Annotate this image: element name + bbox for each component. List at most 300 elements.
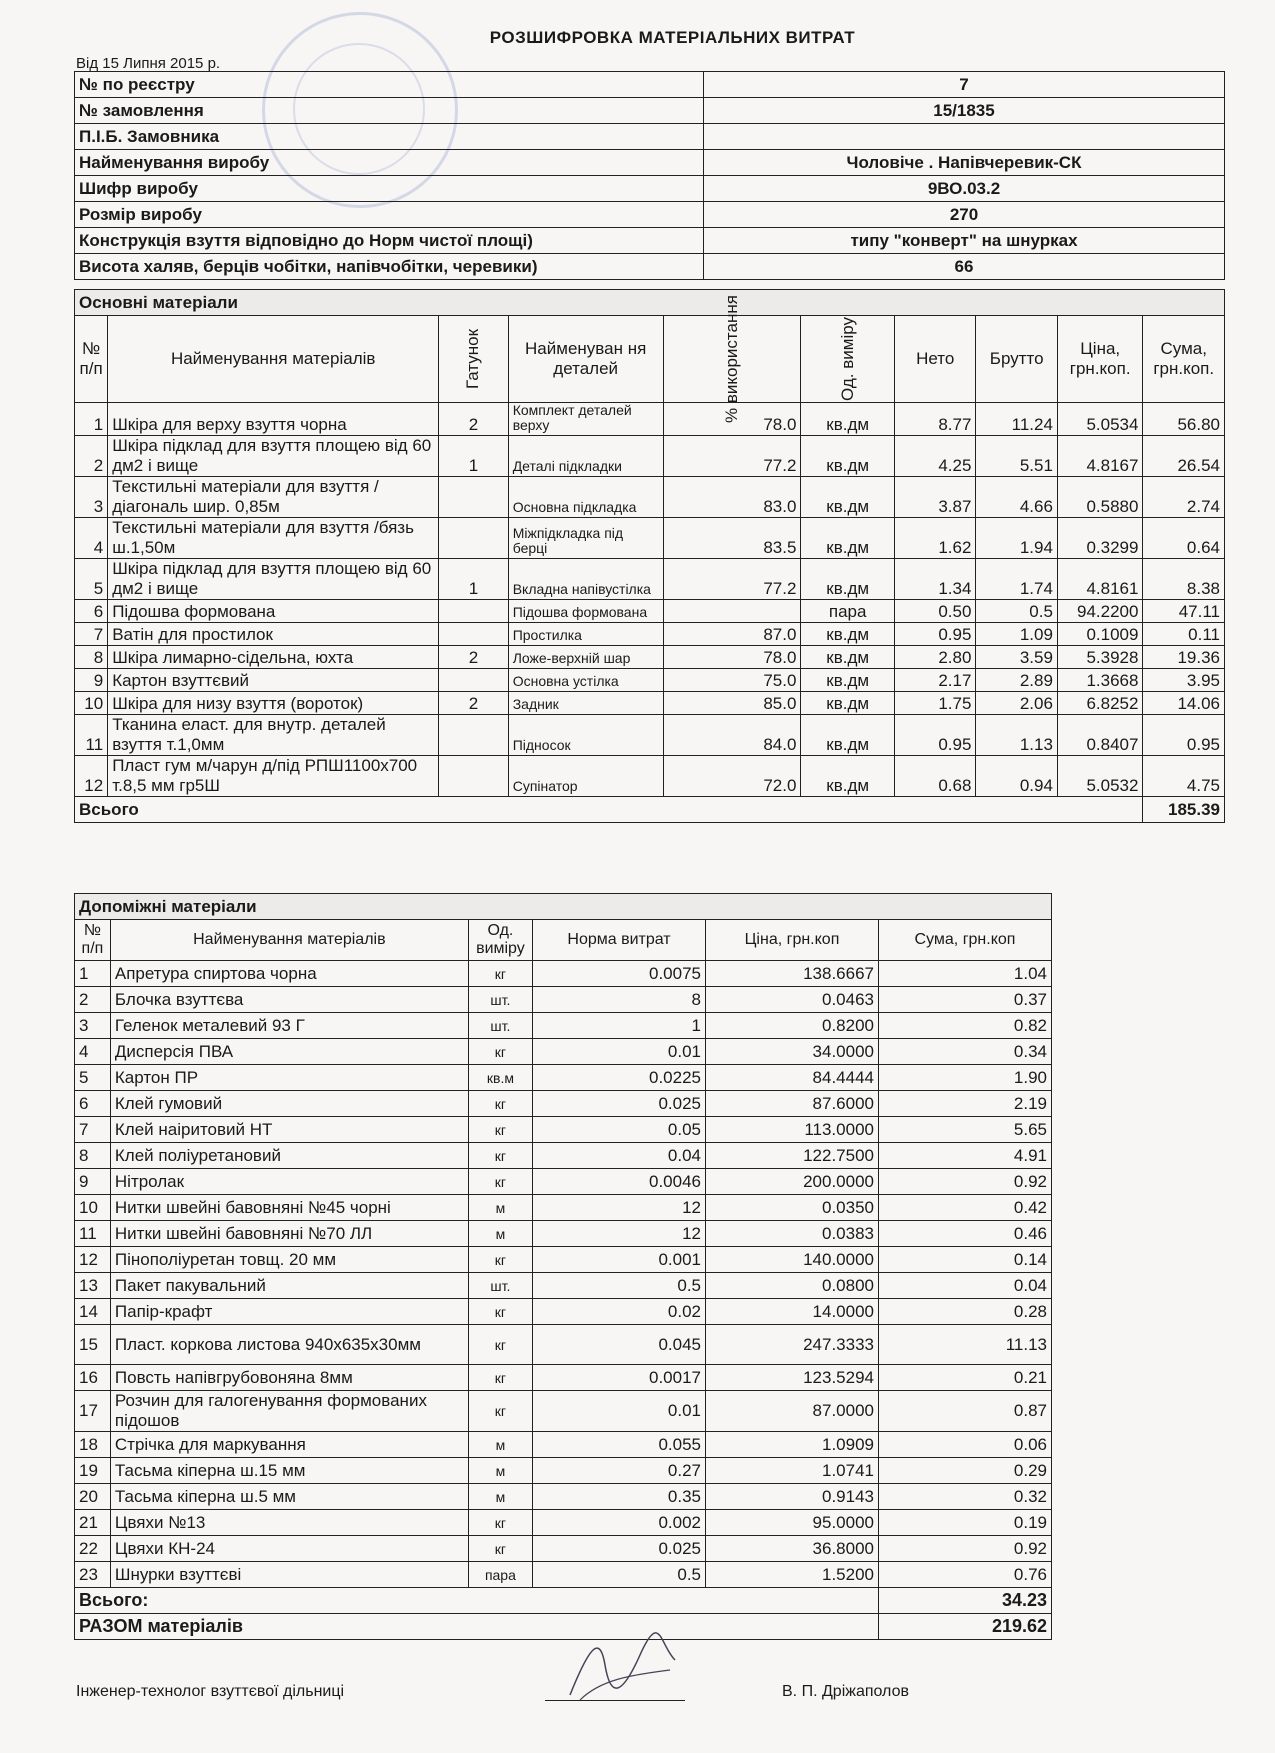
info-value: 15/1835 (704, 98, 1225, 124)
norm: 0.055 (533, 1432, 706, 1458)
table-row (75, 1117, 1052, 1143)
usage-percent: 77.2 (663, 559, 801, 600)
price: 1.0909 (706, 1432, 879, 1458)
row-number: 6 (75, 1091, 111, 1117)
table-row (75, 961, 1052, 987)
unit: кв.м (468, 1065, 532, 1091)
price: 0.3299 (1057, 518, 1143, 559)
col-no: № п/п (75, 920, 111, 961)
usage-percent: 84.0 (663, 715, 801, 756)
norm: 0.02 (533, 1299, 706, 1325)
price: 87.0000 (706, 1391, 879, 1432)
row-number: 12 (75, 756, 108, 797)
total-value: 34.23 (878, 1588, 1051, 1614)
price: 87.6000 (706, 1091, 879, 1117)
material-name: Тасьма кіперна ш.5 мм (110, 1484, 468, 1510)
info-row (75, 254, 1225, 280)
row-number: 8 (75, 1143, 111, 1169)
sum: 0.21 (878, 1365, 1051, 1391)
unit: кв.дм (801, 669, 895, 692)
table-row (75, 477, 1225, 518)
price: 0.9143 (706, 1484, 879, 1510)
sum: 0.92 (878, 1536, 1051, 1562)
sum: 14.06 (1143, 692, 1225, 715)
unit: кв.дм (801, 715, 895, 756)
unit: кв.дм (801, 559, 895, 600)
row-number: 3 (75, 1013, 111, 1039)
price: 0.5880 (1057, 477, 1143, 518)
col-price: Ціна, грн.коп (706, 920, 879, 961)
unit: м (468, 1221, 532, 1247)
unit: кв.дм (801, 436, 895, 477)
detail-name: Підошва формована (508, 600, 663, 623)
grade (439, 715, 509, 756)
net: 2.17 (894, 669, 975, 692)
gross: 1.09 (976, 623, 1057, 646)
row-number: 7 (75, 1117, 111, 1143)
material-name: Папір-крафт (110, 1299, 468, 1325)
sum: 8.38 (1143, 559, 1225, 600)
material-name: Тканина еласт. для внутр. деталей взуття т.1,0мм (108, 715, 439, 756)
unit: м (468, 1195, 532, 1221)
norm: 0.01 (533, 1391, 706, 1432)
material-name: Апретура спиртова чорна (110, 961, 468, 987)
price: 0.0800 (706, 1273, 879, 1299)
row-number: 22 (75, 1536, 111, 1562)
sum: 3.95 (1143, 669, 1225, 692)
row-number: 1 (75, 961, 111, 987)
unit: кв.дм (801, 518, 895, 559)
norm: 1 (533, 1013, 706, 1039)
section-row (75, 894, 1052, 920)
sum: 26.54 (1143, 436, 1225, 477)
unit: кг (468, 1536, 532, 1562)
price: 0.0350 (706, 1195, 879, 1221)
table-row (75, 1273, 1052, 1299)
norm: 0.025 (533, 1091, 706, 1117)
material-name: Шкіра підклад для взуття площею від 60 дм2 і вище (108, 559, 439, 600)
detail-name: Вкладна напівустілка (508, 559, 663, 600)
grade (439, 477, 509, 518)
row-number: 15 (75, 1325, 111, 1365)
usage-percent: 87.0 (663, 623, 801, 646)
table-row (75, 436, 1225, 477)
usage-percent: 78.0 (663, 646, 801, 669)
sum: 4.91 (878, 1143, 1051, 1169)
table-row (75, 1091, 1052, 1117)
norm: 0.5 (533, 1562, 706, 1588)
detail-name: Деталі підкладки (508, 436, 663, 477)
usage-percent: 83.5 (663, 518, 801, 559)
usage-percent (663, 600, 801, 623)
total-label: Всього (75, 797, 1143, 823)
table-row (75, 1221, 1052, 1247)
info-row (75, 124, 1225, 150)
row-number: 4 (75, 518, 108, 559)
net: 1.75 (894, 692, 975, 715)
grade (439, 756, 509, 797)
net: 2.80 (894, 646, 975, 669)
material-name: Нитки швейні бавовняні №70 ЛЛ (110, 1221, 468, 1247)
unit: кв.дм (801, 477, 895, 518)
price: 5.3928 (1057, 646, 1143, 669)
material-name: Шкіра підклад для взуття площею від 60 дм2 і вище (108, 436, 439, 477)
usage-percent: 83.0 (663, 477, 801, 518)
table-row (75, 987, 1052, 1013)
row-number: 5 (75, 559, 108, 600)
net: 4.25 (894, 436, 975, 477)
info-value: 270 (704, 202, 1225, 228)
usage-percent: 72.0 (663, 756, 801, 797)
table-row (75, 692, 1225, 715)
col-name: Найменування матеріалів (110, 920, 468, 961)
unit: кг (468, 1510, 532, 1536)
material-name: Пінополіуретан товщ. 20 мм (110, 1247, 468, 1273)
detail-name: Основна устілка (508, 669, 663, 692)
norm: 0.025 (533, 1536, 706, 1562)
gross: 4.66 (976, 477, 1057, 518)
net: 0.50 (894, 600, 975, 623)
material-name: Картон ПР (110, 1065, 468, 1091)
material-name: Підошва формована (108, 600, 439, 623)
table-row (75, 1391, 1052, 1432)
col-detail: Найменуван ня деталей (508, 316, 663, 403)
price: 0.0383 (706, 1221, 879, 1247)
material-name: Ватін для простилок (108, 623, 439, 646)
signer-name: В. П. Дріжаполов (782, 1683, 909, 1700)
info-label: Шифр виробу (75, 176, 704, 202)
row-number: 9 (75, 1169, 111, 1195)
row-number: 20 (75, 1484, 111, 1510)
material-name: Текстильні матеріали для взуття /діагональ шир. 0,85м (108, 477, 439, 518)
grade: 1 (439, 436, 509, 477)
price: 138.6667 (706, 961, 879, 987)
table-row (75, 403, 1225, 436)
table-row (75, 1562, 1052, 1588)
norm: 0.0225 (533, 1065, 706, 1091)
table-row (75, 1195, 1052, 1221)
row-number: 5 (75, 1065, 111, 1091)
info-label: Найменування виробу (75, 150, 704, 176)
row-number: 7 (75, 623, 108, 646)
gross: 3.59 (976, 646, 1057, 669)
col-pct: % використання (663, 316, 801, 403)
row-number: 4 (75, 1039, 111, 1065)
info-label: Висота халяв, берців чобітки, напівчобітки, черевики) (75, 254, 704, 280)
col-unit: Од. виміру (468, 920, 532, 961)
table-row (75, 1365, 1052, 1391)
info-label: Розмір виробу (75, 202, 704, 228)
row-number: 16 (75, 1365, 111, 1391)
row-number: 18 (75, 1432, 111, 1458)
sum: 0.82 (878, 1013, 1051, 1039)
grade: 2 (439, 403, 509, 436)
unit: кг (468, 1299, 532, 1325)
grade: 1 (439, 559, 509, 600)
sum: 11.13 (878, 1325, 1051, 1365)
table-row (75, 1299, 1052, 1325)
sum: 0.37 (878, 987, 1051, 1013)
col-price: Ціна, грн.коп. (1057, 316, 1143, 403)
norm: 0.04 (533, 1143, 706, 1169)
material-name: Пласт гум м/чарун д/під РПШ1100х700 т.8,5 мм гр5Ш (108, 756, 439, 797)
col-net: Нето (894, 316, 975, 403)
sum: 0.42 (878, 1195, 1051, 1221)
norm: 0.0017 (533, 1365, 706, 1391)
row-number: 1 (75, 403, 108, 436)
detail-name: Простилка (508, 623, 663, 646)
sum: 1.90 (878, 1065, 1051, 1091)
row-number: 10 (75, 692, 108, 715)
unit: м (468, 1484, 532, 1510)
signer-position: Інженер-технолог взуттєвої дільниці (76, 1683, 345, 1700)
row-number: 17 (75, 1391, 111, 1432)
material-name: Текстильні матеріали для взуття /бязь ш.1,50м (108, 518, 439, 559)
col-no: № п/п (75, 316, 108, 403)
material-name: Розчин для галогенування формованих підошов (110, 1391, 468, 1432)
unit: м (468, 1432, 532, 1458)
material-name: Шкіра для верху взуття чорна (108, 403, 439, 436)
price: 94.2200 (1057, 600, 1143, 623)
material-name: Нітролак (110, 1169, 468, 1195)
row-number: 2 (75, 436, 108, 477)
sum: 5.65 (878, 1117, 1051, 1143)
table-row (75, 715, 1225, 756)
info-label: № по реєстру (75, 72, 704, 98)
sum: 0.64 (1143, 518, 1225, 559)
price: 5.0534 (1057, 403, 1143, 436)
gross: 2.89 (976, 669, 1057, 692)
info-value: Чоловіче . Напівчеревик-СК (704, 150, 1225, 176)
grade (439, 518, 509, 559)
unit: шт. (468, 987, 532, 1013)
price: 113.0000 (706, 1117, 879, 1143)
col-norm: Норма витрат (533, 920, 706, 961)
unit: пара (801, 600, 895, 623)
info-row (75, 150, 1225, 176)
norm: 0.35 (533, 1484, 706, 1510)
main-materials-table (74, 289, 1225, 823)
grade: 2 (439, 646, 509, 669)
document-title: РОЗШИФРОВКА МАТЕРІАЛЬНИХ ВИТРАТ (489, 28, 856, 47)
info-row (75, 202, 1225, 228)
usage-percent: 78.0 (663, 403, 801, 436)
usage-percent: 75.0 (663, 669, 801, 692)
col-sum: Сума, грн.коп. (1143, 316, 1225, 403)
norm: 0.045 (533, 1325, 706, 1365)
gross: 11.24 (976, 403, 1057, 436)
table-row (75, 1432, 1052, 1458)
gross: 0.5 (976, 600, 1057, 623)
sum: 4.75 (1143, 756, 1225, 797)
sum: 0.92 (878, 1169, 1051, 1195)
row-number: 21 (75, 1510, 111, 1536)
material-name: Нитки швейні бавовняні №45 чорні (110, 1195, 468, 1221)
info-value: 7 (704, 72, 1225, 98)
gross: 1.74 (976, 559, 1057, 600)
table-row (75, 1247, 1052, 1273)
header-row (75, 316, 1225, 403)
auxiliary-materials-table (74, 893, 1052, 1640)
norm: 0.05 (533, 1117, 706, 1143)
total-label: РАЗОМ матеріалів (75, 1614, 879, 1640)
norm: 12 (533, 1195, 706, 1221)
row-number: 9 (75, 669, 108, 692)
material-name: Повсть напівгрубовоняна 8мм (110, 1365, 468, 1391)
unit: кг (468, 1391, 532, 1432)
sum: 0.46 (878, 1221, 1051, 1247)
sum: 0.87 (878, 1391, 1051, 1432)
material-name: Геленок металевий 93 Г (110, 1013, 468, 1039)
material-name: Пласт. коркова листова 940х635х30мм (110, 1325, 468, 1365)
document-date: Від 15 Липня 2015 р. (76, 55, 221, 72)
unit: кг (468, 1325, 532, 1365)
net: 3.87 (894, 477, 975, 518)
net: 8.77 (894, 403, 975, 436)
col-sum: Сума, грн.коп (878, 920, 1051, 961)
info-value (704, 124, 1225, 150)
info-row (75, 98, 1225, 124)
unit: кг (468, 1117, 532, 1143)
norm: 0.27 (533, 1458, 706, 1484)
material-name: Пакет пакувальний (110, 1273, 468, 1299)
sum: 0.28 (878, 1299, 1051, 1325)
table-row (75, 623, 1225, 646)
total-value: 219.62 (878, 1614, 1051, 1640)
price: 6.8252 (1057, 692, 1143, 715)
sum: 2.74 (1143, 477, 1225, 518)
header-row (75, 920, 1052, 961)
grade (439, 669, 509, 692)
grade (439, 623, 509, 646)
sum: 0.32 (878, 1484, 1051, 1510)
price: 140.0000 (706, 1247, 879, 1273)
grade: 2 (439, 692, 509, 715)
unit: кв.дм (801, 692, 895, 715)
material-name: Цвяхи №13 (110, 1510, 468, 1536)
price: 122.7500 (706, 1143, 879, 1169)
gross: 2.06 (976, 692, 1057, 715)
detail-name: Основна підкладка (508, 477, 663, 518)
price: 5.0532 (1057, 756, 1143, 797)
material-name: Клей наіритовий НТ (110, 1117, 468, 1143)
detail-name: Супінатор (508, 756, 663, 797)
info-row (75, 72, 1225, 98)
col-name: Найменування матеріалів (108, 316, 439, 403)
detail-name: Задник (508, 692, 663, 715)
net: 0.68 (894, 756, 975, 797)
detail-name: Ложе-верхній шар (508, 646, 663, 669)
section-title: Допоміжні матеріали (75, 894, 1052, 920)
price: 0.8200 (706, 1013, 879, 1039)
row-number: 14 (75, 1299, 111, 1325)
grade (439, 600, 509, 623)
price: 0.1009 (1057, 623, 1143, 646)
material-name: Клей поліуретановий (110, 1143, 468, 1169)
table-row (75, 669, 1225, 692)
sum: 0.95 (1143, 715, 1225, 756)
material-name: Клей гумовий (110, 1091, 468, 1117)
price: 84.4444 (706, 1065, 879, 1091)
unit: пара (468, 1562, 532, 1588)
net: 0.95 (894, 715, 975, 756)
row-number: 8 (75, 646, 108, 669)
table-row (75, 1458, 1052, 1484)
unit: шт. (468, 1273, 532, 1299)
info-label: Конструкція взуття відповідно до Норм чистої площі) (75, 228, 704, 254)
table-row (75, 1536, 1052, 1562)
unit: кв.дм (801, 623, 895, 646)
usage-percent: 77.2 (663, 436, 801, 477)
material-name: Стрічка для маркування (110, 1432, 468, 1458)
table-row (75, 559, 1225, 600)
unit: кв.дм (801, 646, 895, 669)
table-row (75, 1013, 1052, 1039)
sum: 0.14 (878, 1247, 1051, 1273)
price: 247.3333 (706, 1325, 879, 1365)
sum: 0.19 (878, 1510, 1051, 1536)
sum: 19.36 (1143, 646, 1225, 669)
detail-name: Міжпідкладка під берці (508, 518, 663, 559)
signature-mark (560, 1625, 680, 1705)
price: 200.0000 (706, 1169, 879, 1195)
sum: 0.76 (878, 1562, 1051, 1588)
section-row (75, 290, 1225, 316)
detail-name: Комплект деталей верху (508, 403, 663, 436)
gross: 1.13 (976, 715, 1057, 756)
norm: 8 (533, 987, 706, 1013)
norm: 12 (533, 1221, 706, 1247)
table-row (75, 1039, 1052, 1065)
row-number: 6 (75, 600, 108, 623)
unit: кг (468, 1091, 532, 1117)
material-name: Картон взуттєвий (108, 669, 439, 692)
total-row (75, 1588, 1052, 1614)
usage-percent: 85.0 (663, 692, 801, 715)
info-value: 66 (704, 254, 1225, 280)
net: 1.34 (894, 559, 975, 600)
row-number: 3 (75, 477, 108, 518)
table-row (75, 1169, 1052, 1195)
norm: 0.001 (533, 1247, 706, 1273)
col-unit: Од. виміру (801, 316, 895, 403)
section-title: Основні матеріали (75, 290, 1225, 316)
sum: 1.04 (878, 961, 1051, 987)
info-label: № замовлення (75, 98, 704, 124)
norm: 0.5 (533, 1273, 706, 1299)
detail-name: Підносок (508, 715, 663, 756)
unit: кг (468, 1143, 532, 1169)
material-name: Шкіра для низу взуття (вороток) (108, 692, 439, 715)
sum: 0.29 (878, 1458, 1051, 1484)
row-number: 12 (75, 1247, 111, 1273)
row-number: 13 (75, 1273, 111, 1299)
row-number: 19 (75, 1458, 111, 1484)
price: 1.5200 (706, 1562, 879, 1588)
info-value: типу "конверт" на шнурках (704, 228, 1225, 254)
order-info-table (74, 71, 1225, 280)
price: 4.8161 (1057, 559, 1143, 600)
total-row (75, 797, 1225, 823)
info-row (75, 176, 1225, 202)
unit: шт. (468, 1013, 532, 1039)
material-name: Цвяхи КН-24 (110, 1536, 468, 1562)
unit: кг (468, 1169, 532, 1195)
unit: м (468, 1458, 532, 1484)
price: 36.8000 (706, 1536, 879, 1562)
col-grade: Гатунок (439, 316, 509, 403)
price: 95.0000 (706, 1510, 879, 1536)
